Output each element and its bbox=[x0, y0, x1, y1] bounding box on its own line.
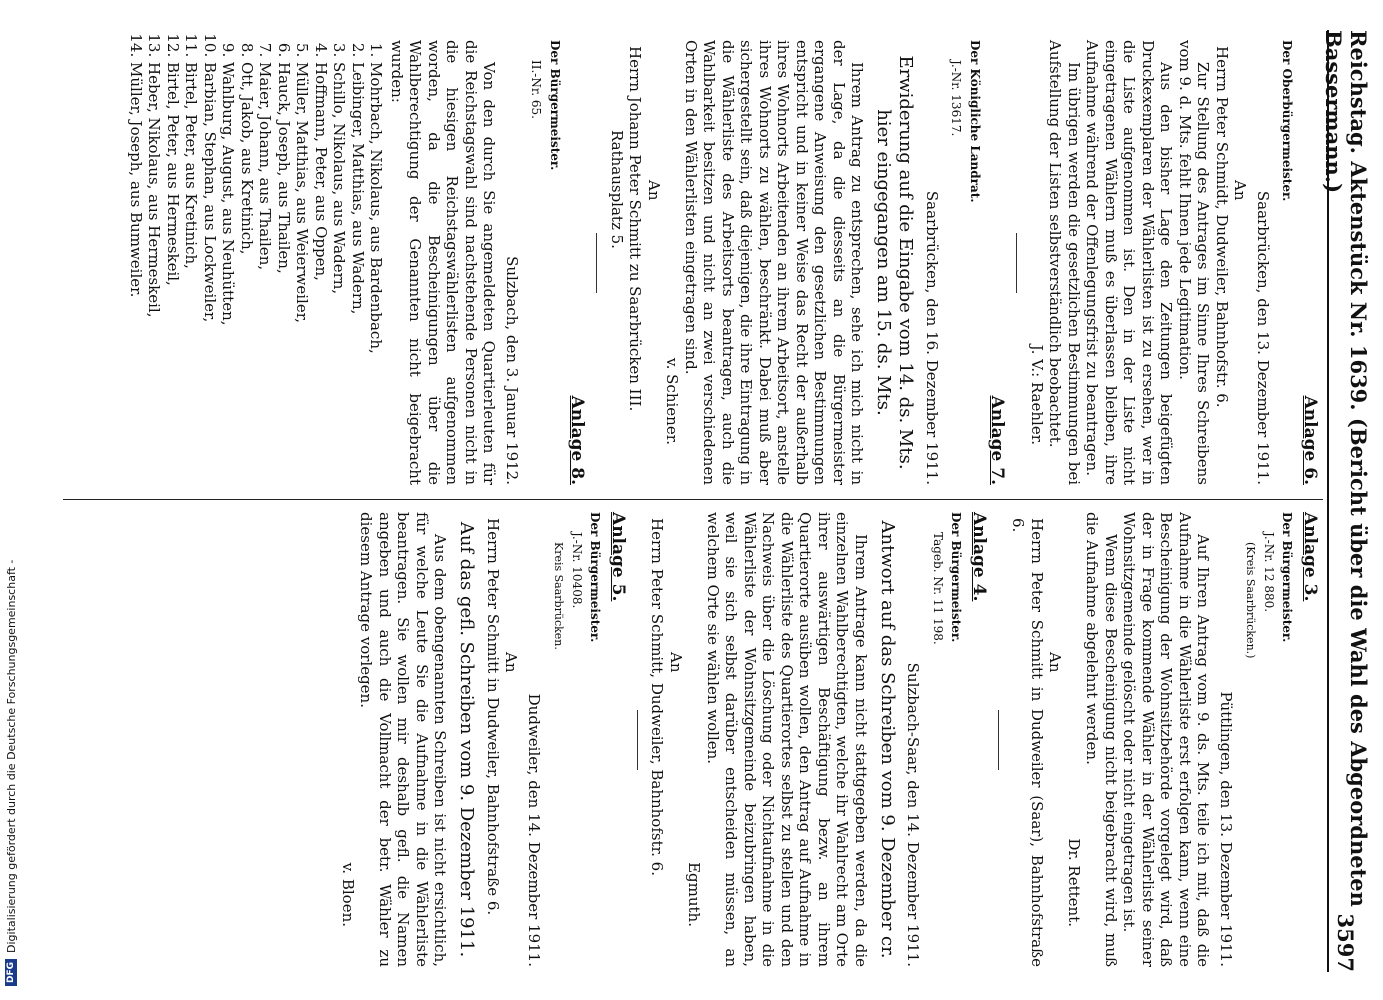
anlage-3-signature: Dr. Rettent. bbox=[1065, 838, 1083, 927]
digitization-footer bbox=[0, 0, 22, 1000]
anlage-4-signature: Egmuth. bbox=[685, 862, 704, 927]
anlage-6-signature: J. V.: Raehler. bbox=[1028, 344, 1046, 445]
anlage-5 bbox=[339, 512, 628, 967]
anlage-4-label: Anlage 4. bbox=[969, 512, 989, 602]
anlage-8-authority: Der Bürgermeister. bbox=[548, 40, 562, 171]
anlage-4 bbox=[637, 512, 988, 967]
anlage-5-heading: Auf das gefl. Schreiben vom 9. Dezember 1911. bbox=[456, 521, 478, 958]
anlage-7-paragraph-1: Ihrem Antrag zu entsprechen, sehe ich mich nicht in der Lage, da die diesseits an die Bürgermeister ergangene Anweisung den gesetzlichen Bestimmungen entspricht und in keiner Weise das Recht der außerhalb ihres Wohnorts Arbeitenden an ihrem Arbeitsort, anstelle ihres Wohnorts zu wählen, beschränkt. Dabei muß aber sichergestellt sein, daß diejenigen, die ihre Eintragung in die Wählerliste des Arbeitsorts beantragen, auch die Wahlbarkeit besitzen und nicht an zwei verschiedenen Orten in den Wählerlisten eingetragen sind. bbox=[682, 40, 867, 485]
anlage-3-sub: (Kreis Saarbrücken.) bbox=[1244, 542, 1258, 659]
list-item: 2. Leibinger, Matthias, aus Wadern, bbox=[349, 62, 368, 485]
running-header bbox=[1321, 30, 1371, 972]
anlage-7-addressee-1: Herrn Johann Peter Schmitt zu Saarbrücken III. bbox=[626, 46, 645, 412]
list-item: 6. Hauck, Joseph, aus Thailen, bbox=[275, 62, 294, 485]
anlage-5-dateline: Dudweiler, den 14. Dezember 1911. bbox=[525, 693, 543, 967]
right-column bbox=[339, 512, 1322, 967]
anlage-4-heading: Antwort auf das Schreiben vom 9. Dezember cr. bbox=[877, 520, 898, 959]
anlage-6 bbox=[1017, 40, 1320, 485]
list-item: 3. Schillo, Nikolaus, aus Wadern, bbox=[330, 62, 349, 485]
anlage-5-paragraph-1: Aus dem obengenannten Schreiben ist nicht ersichtlich, für welche Leute Sie die Aufnahme in die Wählerliste beantragen. Sie wollen mir deshalb gefl. die Namen angeben und auch die Vollmacht der betr. Wähler zu diesem Antrage vorlegen. bbox=[357, 512, 450, 967]
anlage-4-refno: Tageb. Nr. 11 198. bbox=[931, 532, 945, 645]
anlage-3-addressee: Herrn Peter Schmitt in Dudweiler (Saar), Bahnhofstraße 6. bbox=[1009, 518, 1046, 967]
anlage-8-name-list bbox=[127, 40, 386, 485]
anlage-7-authority: Der Königliche Landrat. bbox=[968, 40, 982, 203]
list-item: 4. Hoffmann, Peter, aus Oppen, bbox=[312, 62, 331, 485]
column-divider bbox=[63, 499, 1323, 500]
anlage-4-addressee: Herrn Peter Schmitt, Dudweiler, Bahnhofstr. 6. bbox=[648, 518, 667, 876]
anlage-6-paragraph-3: Im übrigen werden die gesetzlichen Bestimmungen bei Aufstellung der Listen selbstverständlich beobachtet. bbox=[1046, 40, 1083, 485]
anlage-4-paragraph-1: Ihrem Antrage kann nicht stattgegeben werden, da die einzelnen Wahlberechtigten, welche ihr Wahlrecht am Orte ihrer auswärtigen Beschäftigung bezw. an ihrem Quartierorte ausüben wollen, den Antrag auf Aufnahme in die Wählerliste des Quartierortes selbst zu stellen und den Nachweis über die Löschung oder Nichtaufnahme in die Wählerliste der Wohnsitzgemeinde beizubringen haben, weil sie sich selbst darüber entscheiden müssen, an welchem Orte sie wählen wollen. bbox=[704, 512, 870, 967]
anlage-3-dateline: Püttlingen, den 13. Dezember 1911. bbox=[1217, 691, 1235, 967]
anlage-3 bbox=[998, 512, 1319, 967]
separator-rule bbox=[637, 710, 638, 770]
list-item: 9. Wahlburg, August, aus Neuhütten, bbox=[219, 62, 238, 485]
anlage-7-heading: Erwiderung auf die Eingabe vom 14. ds. Mts. hier eingegangen am 15. ds. Mts. bbox=[873, 55, 917, 470]
anlage-4-authority: Der Bürgermeister. bbox=[949, 512, 964, 643]
anlage-6-label: Anlage 6. bbox=[1300, 395, 1320, 485]
anlage-5-signature: v. Bloen. bbox=[339, 862, 357, 927]
anlage-5-addressee: Herrn Peter Schmitt in Dudweiler, Bahnhofstraße 6. bbox=[484, 518, 502, 916]
dfg-logo: DFG bbox=[5, 959, 17, 986]
anlage-6-addressee: Herrn Peter Schmidt, Dudweiler, Bahnhofstr. 6. bbox=[1213, 46, 1231, 408]
anlage-8-label: Anlage 8. bbox=[567, 395, 588, 485]
anlage-4-an: An bbox=[667, 652, 685, 673]
list-item: 12. Birtel, Peter, aus Hermeskeil, bbox=[164, 62, 183, 485]
anlage-4-dateline: Sulzbach-Saar, den 14. Dezember 1911. bbox=[904, 662, 923, 967]
anlage-7-dateline: Saarbrücken, den 16. Dezember 1911. bbox=[923, 190, 941, 485]
anlage-5-an: An bbox=[502, 652, 521, 673]
anlage-7-addressee-2: Rathausplatz 5. bbox=[608, 130, 626, 249]
footer-note: Digitalisierung gefördert durch die Deutsche Forschungsgemeinschaft - bbox=[4, 559, 18, 953]
list-item: 8. Ott, Jakob, aus Kretinich, bbox=[238, 62, 257, 485]
list-item: 10. Barbian, Stephan, aus Lockweiler, bbox=[201, 62, 220, 485]
anlage-8-paragraph-1: Von den durch Sie angemeldeten Quartierleuten für die Reichstagswahl sind nachstehende Personen nicht in die hiesigen Reichstagswählerlisten aufgenommen worden, da die Bescheinigungen über die Wahlberechtigung der Genannten nicht beigebracht wurden: bbox=[388, 40, 499, 485]
anlage-3-label: Anlage 3. bbox=[1300, 512, 1320, 602]
anlage-6-paragraph-2: Aus den bisher Lage den Zeitungen beigefügten Druckexemplaren der Wählerlisten ist zu ersehen, wer in die Liste aufgenommen ist. Den in der Liste nicht eingetragenen Wählern muß es überlassen bleiben, ihre Aufnahme während der Offenlegungsfrist zu beantragen. bbox=[1083, 40, 1176, 485]
anlage-7-label: Anlage 7. bbox=[987, 395, 1008, 485]
anlage-3-paragraph-1: Auf Ihren Antrag vom 9. ds. Mts. teile ich mit, daß die Aufnahme in die Wählerliste erst erfolgen kann, wenn eine Bescheinigung der Wohnsitzbehörde vorgelegt wird, daß der in Frage kommende Wähler in der Wählerliste seiner Wohnsitzgemeinde gelöscht oder nicht eingetragen ist. bbox=[1120, 512, 1213, 967]
left-column bbox=[125, 40, 1322, 485]
anlage-3-authority: Der Bürgermeister. bbox=[1280, 512, 1295, 643]
anlage-7-an: An bbox=[645, 180, 663, 201]
anlage-8-refno: II.-Nr. 65. bbox=[529, 60, 544, 119]
anlage-5-refno: J.-Nr. 10408. bbox=[570, 532, 584, 609]
separator-rule bbox=[1017, 233, 1018, 293]
anlage-5-authority: Der Bürgermeister. bbox=[588, 512, 603, 643]
anlage-3-refno: J.-Nr. 12 880. bbox=[1262, 532, 1276, 613]
list-item: 5. Müller, Matthias, aus Weierweiler, bbox=[293, 62, 312, 485]
anlage-7-signature: v. Schiener. bbox=[663, 357, 682, 445]
list-item: 14. Müller, Joseph, aus Bumweiler. bbox=[127, 62, 146, 485]
anlage-6-paragraph-1: Zur Stellung des Antrages im Sinne Ihres Schreibens vom 9. d. Mts. fehlt Ihnen jede Legitimation. bbox=[1176, 40, 1213, 485]
list-item: 13. Heber, Nikolaus, aus Hermeskeil, bbox=[145, 62, 164, 485]
separator-rule bbox=[597, 233, 598, 293]
anlage-5-label: Anlage 5. bbox=[608, 512, 628, 602]
anlage-8 bbox=[127, 40, 587, 485]
list-item: 1. Mohrbach, Nikolaus, aus Bardenbach, bbox=[367, 62, 386, 485]
header-page-number: 3597 bbox=[1333, 913, 1359, 972]
header-title: Reichstag. Aktenstück Nr. 1639. (Bericht über die Wahl des Abgeordneten Bassermann.) bbox=[1321, 30, 1371, 907]
anlage-6-authority: Der Oberbürgermeister. bbox=[1280, 40, 1295, 202]
anlage-6-an: An bbox=[1231, 180, 1250, 201]
anlage-7 bbox=[597, 40, 1007, 485]
anlage-7-refno: J.-Nr. 13617. bbox=[949, 60, 964, 137]
list-item: 11. Birtel, Peter, aus Kretinich, bbox=[182, 62, 201, 485]
separator-rule bbox=[998, 710, 999, 770]
anlage-3-paragraph-2: Wenn diese Bescheinigung nicht beigebracht wird, muß die Aufnahme abgelehnt werden. bbox=[1083, 512, 1120, 967]
list-item: 7. Maier, Johann, aus Thailen, bbox=[256, 62, 275, 485]
anlage-3-an: An bbox=[1046, 652, 1065, 673]
anlage-8-dateline: Sulzbach, den 3. Januar 1912. bbox=[503, 256, 521, 485]
anlage-5-sub: Kreis Saarbrücken. bbox=[552, 542, 566, 650]
anlage-6-dateline: Saarbrücken, den 13. Dezember 1911. bbox=[1254, 190, 1272, 485]
